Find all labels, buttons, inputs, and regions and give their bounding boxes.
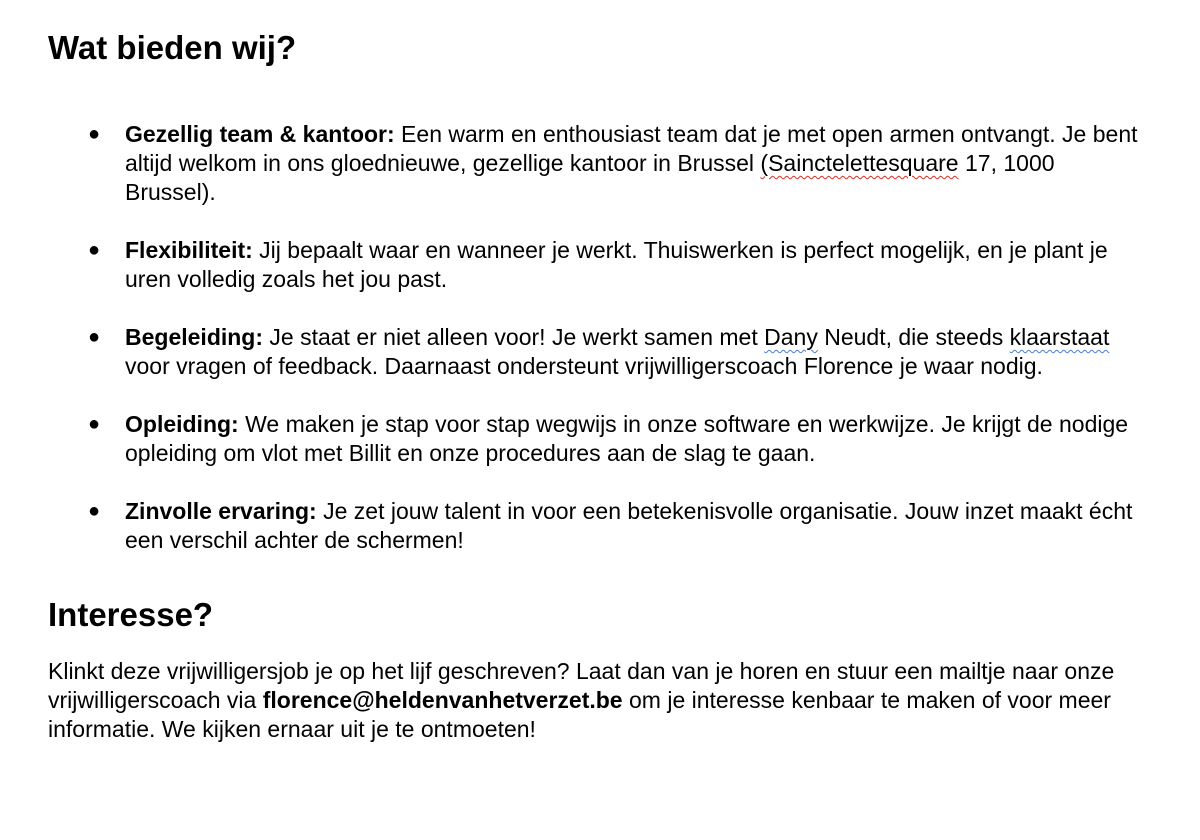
- item-text: Een warm en enthousiast team dat je met open armen ontvangt. Je bent altijd welkom in ons gloednieuwe, gezellige kantoor in Brussel: [125, 121, 1138, 176]
- contact-paragraph: [48, 657, 1148, 744]
- item-text: Je staat er niet alleen voor! Je werkt samen met: [263, 324, 765, 350]
- item-text: Jij bepaalt waar en wanneer je werkt. Thuiswerken is perfect mogelijk, en je plant je uren volledig zoals het jou past.: [125, 237, 1108, 292]
- section-heading-benefits: Wat bieden wij?: [48, 29, 297, 66]
- item-text: We maken je stap voor stap wegwijs in onze software en werkwijze. Je krijgt de nodige opleiding om vlot met Billit en onze procedures aan de slag te gaan.: [125, 411, 1129, 466]
- list-item-guidance: [48, 323, 1138, 381]
- list-item-flexibility: [48, 236, 1138, 294]
- list-item-training: [48, 410, 1138, 468]
- paragraph-text: om je interesse kenbaar te maken of voor meer informatie. We kijken ernaar uit je te ontmoeten!: [48, 687, 1111, 742]
- spellcheck-flagged-word[interactable]: klaarstaat: [1009, 324, 1110, 350]
- item-text: 17, 1000 Brussel).: [125, 150, 1055, 205]
- bullet-icon: ●: [88, 500, 101, 522]
- item-title: Opleiding:: [125, 411, 239, 437]
- bullet-icon: ●: [88, 413, 101, 435]
- email-address[interactable]: florence@heldenvanhetverzet.be: [262, 687, 623, 713]
- item-title: Gezellig team & kantoor:: [125, 121, 395, 147]
- item-title: Begeleiding:: [125, 324, 264, 350]
- item-title: Flexibiliteit:: [125, 237, 253, 263]
- paragraph-text: Klinkt deze vrijwilligersjob je op het lijf geschreven? Laat dan van je horen en stuur een mailtje naar onze vrijwilligerscoach via: [48, 658, 1115, 713]
- list-item-team: [48, 120, 1138, 207]
- section-heading-interest: Interesse?: [48, 596, 214, 633]
- benefits-list: [48, 120, 1138, 555]
- item-text: Neudt, die steeds: [817, 324, 1010, 350]
- bullet-icon: ●: [88, 326, 101, 348]
- item-title: Zinvolle ervaring:: [125, 498, 317, 524]
- spellcheck-flagged-word[interactable]: (Sainctelettesquare: [760, 150, 959, 176]
- spellcheck-flagged-word[interactable]: Dany: [764, 324, 818, 350]
- item-text: Je zet jouw talent in voor een betekenisvolle organisatie. Jouw inzet maakt écht een verschil achter de schermen!: [125, 498, 1133, 553]
- list-item-experience: [48, 497, 1138, 555]
- bullet-icon: ●: [88, 123, 101, 145]
- bullet-icon: ●: [88, 239, 101, 261]
- item-text: voor vragen of feedback. Daarnaast ondersteunt vrijwilligerscoach Florence je waar nodig.: [125, 353, 1043, 379]
